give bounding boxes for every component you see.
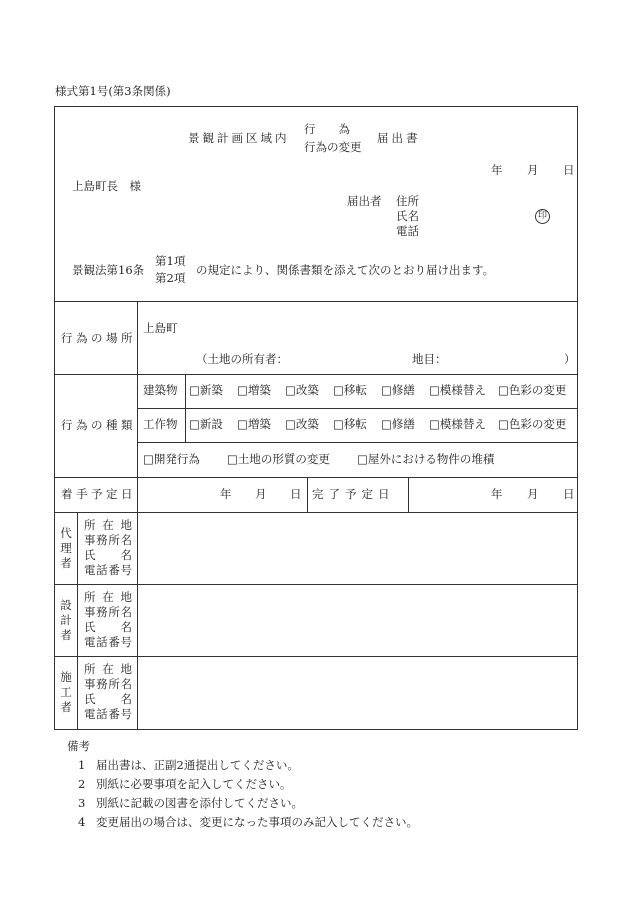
note-text: 別紙に記載の図書を添付してください。: [96, 796, 303, 810]
rule: [137, 408, 578, 409]
outdoor-storage[interactable]: □屋外における物件の堆積: [357, 452, 495, 466]
title-option-change: 行為の変更: [304, 140, 362, 154]
notifier-label: 届出者: [347, 194, 382, 208]
structure-relocate[interactable]: □移転: [333, 417, 367, 431]
note-number: 1: [78, 758, 86, 772]
chimoku-label: 地目：: [412, 352, 447, 366]
location-town: 上島町: [143, 321, 178, 335]
rule: [408, 477, 409, 512]
party-field-label: 電話番号: [84, 635, 132, 649]
building-label: 建築物: [143, 383, 178, 397]
building-color-change[interactable]: □色彩の変更: [498, 383, 567, 397]
party-field-label: 所在地: [84, 662, 132, 676]
party-field-label: 電話番号: [84, 707, 132, 721]
structure-new[interactable]: □新設: [189, 417, 223, 431]
structure-repair[interactable]: □修繕: [381, 417, 415, 431]
date-year: 年: [491, 163, 503, 177]
party-field-label: 所在地: [84, 590, 132, 604]
structure-label: 工作物: [143, 417, 178, 431]
building-rebuild[interactable]: □改築: [285, 383, 319, 397]
rule: [137, 442, 578, 443]
title-prefix: 景観計画区域内: [188, 131, 290, 145]
title-suffix: 届出書: [377, 131, 421, 145]
party-field-label: 氏名: [84, 692, 132, 706]
party-role-1: 設計者: [60, 598, 72, 642]
rule: [54, 374, 578, 375]
building-extension[interactable]: □増築: [237, 383, 271, 397]
addressee: 上島町長 様: [72, 179, 141, 193]
party-role-2: 施工者: [60, 670, 72, 714]
owner-label: （土地の所有者：: [196, 352, 288, 366]
party-field-labels: [84, 518, 132, 578]
law-text: の規定により、関係書類を添えて次のとおり届け出ます。: [196, 263, 495, 277]
note-number: 3: [78, 796, 86, 810]
structure-remodel[interactable]: □模様替え: [429, 417, 486, 431]
rule: [185, 374, 186, 442]
notes-title: 備考: [67, 739, 90, 753]
rule: [54, 656, 578, 657]
party-field-label: 氏名: [84, 548, 132, 562]
note-text: 変更届出の場合は、変更になった事項のみ記入してください。: [96, 815, 418, 829]
name-label: 氏名: [396, 209, 419, 223]
rule: [54, 301, 578, 302]
phone-label: 電話: [396, 224, 419, 238]
rule: [54, 512, 578, 513]
party-field-label: 事務所名: [84, 677, 132, 691]
seal-mark: 印: [535, 209, 550, 224]
location-close: ）: [564, 352, 576, 366]
structure-extension[interactable]: □増築: [237, 417, 271, 431]
party-field-label: 事務所名: [84, 605, 132, 619]
party-field-labels: [84, 662, 132, 722]
party-role-0: 代理者: [60, 526, 72, 570]
rule: [77, 512, 78, 730]
title-option-act: 行 為: [304, 122, 350, 136]
structure-rebuild[interactable]: □改築: [285, 417, 319, 431]
address-label: 住所: [396, 194, 419, 208]
building-relocate[interactable]: □移転: [333, 383, 367, 397]
date-month: 月: [527, 163, 539, 177]
note-text: 届出書は、正副2通提出してください。: [96, 758, 299, 772]
party-field-labels: [84, 590, 132, 650]
rule: [54, 584, 578, 585]
start-month: 月: [255, 487, 267, 501]
location-label: 行為の場所: [61, 331, 136, 345]
rule: [54, 477, 578, 478]
note-number: 2: [78, 777, 86, 791]
rule: [307, 477, 308, 512]
party-field-label: 事務所名: [84, 533, 132, 547]
date-day: 日: [563, 163, 575, 177]
structure-color-change[interactable]: □色彩の変更: [498, 417, 567, 431]
party-field-label: 氏名: [84, 620, 132, 634]
note-text: 別紙に必要事項を記入してください。: [96, 777, 292, 791]
start-year: 年: [220, 487, 232, 501]
end-day: 日: [563, 487, 575, 501]
development-act[interactable]: □開発行為: [143, 452, 200, 466]
building-repair[interactable]: □修繕: [381, 383, 415, 397]
party-field-label: 電話番号: [84, 563, 132, 577]
building-new[interactable]: □新築: [189, 383, 223, 397]
clause-1: 第1項: [155, 254, 186, 268]
start-day: 日: [290, 487, 302, 501]
clause-2: 第2項: [155, 271, 186, 285]
party-field-label: 所在地: [84, 518, 132, 532]
rule: [137, 301, 138, 730]
end-year: 年: [491, 487, 503, 501]
law-reference: 景観法第16条: [72, 263, 145, 277]
kind-label: 行為の種類: [61, 418, 136, 432]
end-month: 月: [527, 487, 539, 501]
land-form-change[interactable]: □土地の形質の変更: [227, 452, 330, 466]
building-remodel[interactable]: □模様替え: [429, 383, 486, 397]
note-number: 4: [78, 815, 86, 829]
start-date-label: 着手予定日: [61, 487, 136, 501]
form-id: 様式第1号(第3条関係): [55, 84, 171, 98]
end-date-label: 完了予定日: [312, 487, 395, 501]
